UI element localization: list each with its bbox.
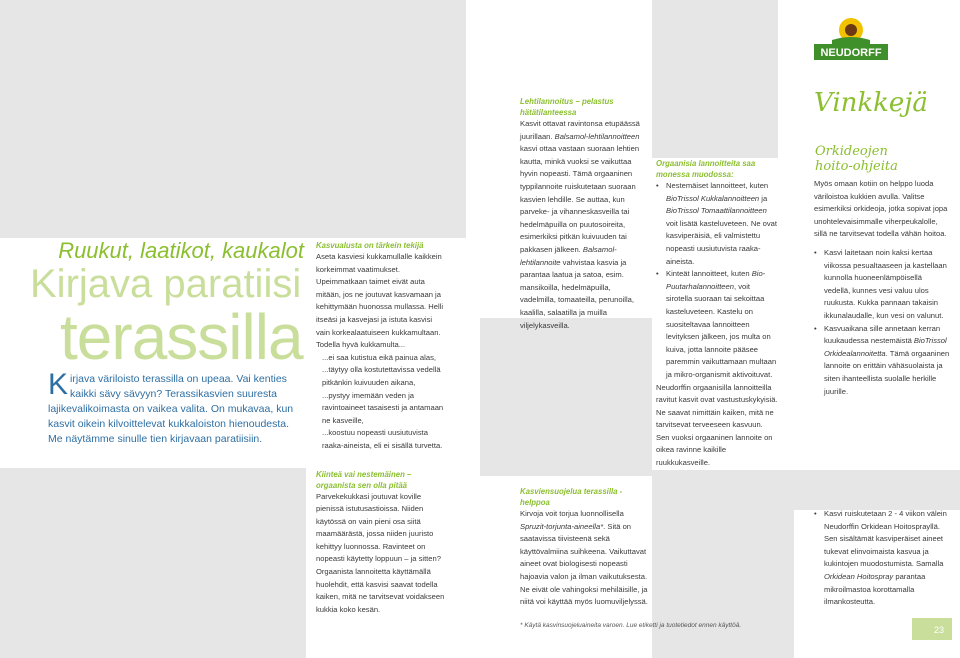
- col4-list-item-1: • Kasvi laitetaan noin kaksi kertaa viikossa pesualtaaseen ja kastellaan kunnolla huoneenlämpöisellä vedellä, kunnes vesi valuu ulos ruukusta. Kukka pannaan takaisin ikkunalaudalle, kun vesi on valunut.: [814, 247, 950, 323]
- col4-text: parantaa mikroilmastoa korottamalla ilmankosteutta.: [824, 571, 926, 607]
- col4-text: Kasvuaikana sille annetaan kerran kuukaudessa nestemäistä: [824, 323, 941, 346]
- intro-text: irjava väriloisto terassilla on upeaa. Vai kenties kaikki sävy sävyyn? Terassikasvien suuresta lajikevalikoimasta on vaikea valita. On mukavaa, kun kasvit oikein kilvoittelevat kukkaloiston hienoudesta. Me näytämme sinulle tien kirjavaan paratiisiin.: [48, 373, 294, 445]
- column-4-bottom: [814, 508, 950, 609]
- intro-title: Kirjava paratiisi: [30, 262, 302, 306]
- col1-heading-2: Kiinteä vai nestemäinen – orgaanista sen olla pitää: [316, 469, 412, 490]
- col3-text: ja: [759, 193, 768, 203]
- col4-text: Kasvi ruiskutetaan 2 - 4 viikon välein Neudorffin Orkidean Hoitosprayllä. Sen sisältämät kasviperäiset aineet tukevat elinvoimaista kasvua ja kukintojen muodostumista. Samalla: [824, 509, 947, 569]
- tips-title: Vinkkejä: [814, 88, 928, 118]
- gray-panel-col2-mid: [480, 318, 652, 476]
- brand-wordmark: NEUDORFF: [820, 47, 882, 59]
- col3-text: Nestemäiset lannoitteet, kuten: [666, 181, 769, 190]
- gray-panel-col3-bottom: [652, 470, 794, 658]
- column-2-bottom: [520, 486, 648, 609]
- column-1: [316, 240, 446, 616]
- col1-list-item-1: ...ei saa kutistua eikä painua alas,: [322, 352, 436, 362]
- intro-dropcap: K: [48, 368, 69, 401]
- column-4: [814, 178, 950, 398]
- col1-paragraph-1: Aseta kasviesi kukkamullalle kaikkein korkeimmat vaatimukset. Upeimmatkaan taimet eivät auta mitään, jos ne joutuvat kasvamaan ja kehittymään huonossa mullassa. Helli itseäsi ja kasvejasi ja istuta kasvisi vain korkealaatuiseen kukkamultaan. Todella hyvä kukkamulta...: [316, 252, 444, 350]
- col2-text: . Sitä on saatavissa tiivisteenä sekä käyttövalmiina suihkeena. Vaikuttavat aineet ovat biologisesti nopeasti hajoavia valon ja ilman vaikutuksesta. Ne eivät ole vahingoksi mehiläisille, ja niitä voi käyttää myös luomuviljelyssä.: [520, 521, 648, 607]
- page-number: 23: [912, 618, 952, 640]
- col3-list-item-2: [656, 268, 778, 381]
- col2-paragraph-1: [520, 118, 646, 332]
- gray-panel-top-left: [0, 0, 306, 238]
- col2-paragraph-2: [520, 508, 648, 609]
- product-name: BioTrissol Kukkalannoitteen: [666, 193, 760, 203]
- column-2: [520, 96, 646, 332]
- col1-list-item-4: ...koostuu nopeasti uusiutuvista raaka-aineista, eli ei sisällä turvetta.: [322, 428, 443, 450]
- gray-panel-bottom-left: [0, 468, 306, 658]
- intro-kicker: Ruukut, laatikot, kaukalot: [58, 238, 304, 263]
- col3-paragraph-1: Neudorffin orgaanisilla lannoitteilla ravitut kasvit ovat vastustuskykyisiä. Ne saavat nimittäin kaiken, mitä ne tarvitsevat terveeseen kasvuun. Sen vuoksi orgaaninen lannoite on oikea ravinne kaikille ruukkukasveille.: [656, 382, 778, 468]
- product-name: BioTrissol Tomaattilannoitteen: [666, 206, 767, 216]
- col1-list-item-2: ...täytyy olla kostutettavissa vedellä pitkänkin kuivuuden aikana,: [322, 365, 441, 387]
- product-name: BioTrissol Orkidealannoitetta: [824, 336, 947, 358]
- col2-heading-2: Kasviensuojelua terassilla - helppoa: [520, 487, 623, 507]
- col3-list: [656, 180, 778, 382]
- footnote: * Käytä kasvinsuojeluaineita varoen. Lue etiketti ja tuotetiedot ennen käyttöä.: [520, 622, 742, 629]
- col3-text: voit lisätä kasteluveteen. Ne ovat kasviperäisiä, eli valmistettu nopeasti uusiutuvista raaka-aineista.: [666, 218, 778, 266]
- col2-text: Kirvoja voit torjua luonnollisella: [520, 509, 624, 518]
- gray-panel-col4-bottom: [794, 470, 960, 510]
- product-name: Bio-Puutarhalannoitteen: [666, 269, 766, 291]
- tips-subtitle: Orkideojen hoito-ohjeita: [815, 144, 898, 174]
- product-name: Balsamol-lehtilannoitteen: [554, 131, 640, 141]
- col3-text: Kinteät lannoitteet, kuten: [666, 269, 752, 279]
- col4-list-item-3: [814, 508, 950, 609]
- col4-list-item-2: [814, 323, 950, 399]
- product-name: Spruzit-torjunta-aineella*: [520, 521, 604, 531]
- col2-heading-1: Lehtilannoitus – pelastus hätätilanteessa: [520, 97, 614, 117]
- intro-title-large: terassilla: [60, 301, 303, 373]
- col1-paragraph-2: Parvekekukkasi joutuvat koville pienissä istutusastioissa. Niiden käytössä on vain pieni osa siitä maamäärästä, jossa niiden juuristo kehittyy luonnossa. Ravinteet on nopeasti käytetty loppuun – ja sitten? Orgaanista lannoitetta käyttämällä huolehdit, että kasvisi saavat todella kaiken, mitä ne tarvitsevat voidakseen kukkia koko kesän.: [316, 491, 445, 614]
- column-3: [656, 158, 778, 470]
- col2-text: Kasvit ottavat ravintonsa etupäässä juurillaan.: [520, 119, 640, 141]
- product-name: Balsamol-lehtilannoite: [520, 244, 617, 267]
- col2-text: kasvi ottaa vastaan suoraan lehtien kautta, minkä vuoksi se vaikuttaa hyvin nopeasti. Tämä orgaaninen typpilannoite ruiskutetaan suoraan kasvien lehdille. Se auttaa, kun parveke- ja vihanneskasveilla tai hedelmäpuilla on puutosoireita, esimerkiksi pitkän kuivuuden tai pakkasen jälkeen.: [520, 144, 640, 254]
- sunflower-icon: [832, 18, 870, 46]
- neudorff-logo: [812, 16, 890, 62]
- col4-paragraph-1: Myös omaan kotiin on helppo luoda väriloistoa kukkien avulla. Valitse esimerkiksi orkideoja, jotka sopivat jopa unohtelevaisimmalle viherpeukalolle, sillä ne tarvitsevat todella vähän hoitoa.: [814, 179, 948, 239]
- col1-heading-1: Kasvualusta on tärkein tekijä: [316, 241, 424, 250]
- col4-list-2: [814, 508, 950, 609]
- intro-paragraph: [48, 368, 306, 447]
- col3-text: , voit sirotella suoraan tai sekoittaa kasteluveteen. Kastelu on suositeltavaa lannoitteen levityksen jälkeen, jos multa on kuiva, jotta lannoite pääsee paremmin vaikuttamaan multaan ja mikro-organismit aktivoituvat.: [666, 281, 777, 379]
- col4-text: . Tämä orgaaninen lannoite on erittäin vähäsuolaista ja siten ihanteellista suolalle herkille juurille.: [824, 348, 950, 396]
- col4-list: [814, 247, 950, 398]
- col3-heading-1: Orgaanisia lannoitteita saa monessa muodossa:: [656, 159, 756, 179]
- product-name: Orkidean Hoitospray: [824, 571, 894, 581]
- gray-panel-col1-top: [306, 0, 466, 238]
- col1-list: [316, 352, 446, 453]
- col3-list-item-1: [656, 180, 778, 268]
- col1-list-item-3: ...pystyy imemään veden ja ravintoaineet tasaisesti ja antamaan ne kasveille,: [322, 390, 444, 425]
- col2-text: vahvistaa kasvia ja parantaa laatua ja satoa, esim. mansikoilla, hedelmäpuilla, vadelmilla, tomaateilla, perunoilla, kaalilla, salaatilla ja muilla viljelykasveilla.: [520, 257, 634, 330]
- gray-panel-col3-top: [652, 0, 778, 158]
